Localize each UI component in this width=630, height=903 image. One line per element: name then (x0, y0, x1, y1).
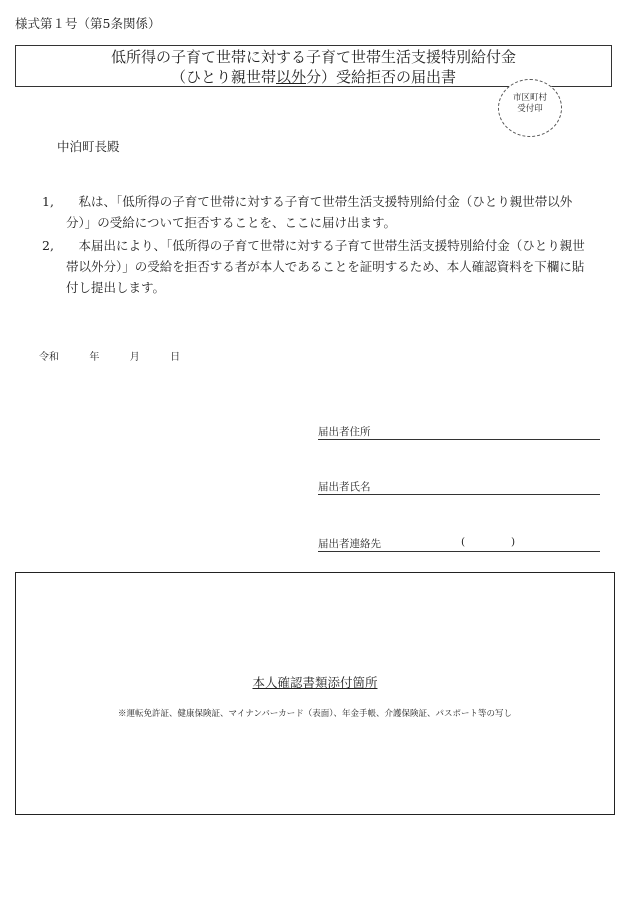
item-number: 2, (42, 238, 54, 253)
date-line[interactable] (39, 348, 180, 363)
title-line-2-pre: （ひとり親世帯 (170, 68, 276, 86)
name-label: 届出者氏名 (318, 481, 371, 493)
declaration-item-2 (42, 235, 602, 301)
date-era: 令和 (39, 352, 59, 363)
declaration-item-1 (42, 191, 602, 235)
addressee: 中泊町長殿 (57, 139, 120, 154)
date-year: 年 (89, 352, 100, 363)
applicant-name-field[interactable] (318, 479, 600, 495)
address-label: 届出者住所 (318, 426, 371, 438)
form-number: 様式第１号（第5条関係） (15, 16, 161, 31)
reception-stamp-area (498, 79, 562, 137)
date-month: 月 (129, 352, 140, 363)
stamp-line-1: 市区町村 (512, 93, 547, 103)
contact-label: 届出者連絡先 (318, 538, 381, 550)
paren-open: ( (461, 536, 466, 548)
attachment-title: 本人確認書類添付箇所 (252, 675, 378, 690)
id-document-attachment-box (15, 572, 615, 815)
applicant-contact-field[interactable] (318, 536, 600, 552)
title-line-1: 低所得の子育て世帯に対する子育て世帯生活支援特別給付金 (110, 48, 516, 66)
title-line-2-underlined: 以外 (275, 68, 306, 86)
paren-close: ) (511, 536, 516, 548)
applicant-address-field[interactable] (318, 424, 600, 440)
item-text: 本届出により、「低所得の子育て世帯に対する子育て世帯生活支援特別給付金（ひとり親世帯以外分）」の受給を拒否する者が本人であることを証明するため、本人確認資料を下欄に貼付し提出します。 (66, 238, 585, 295)
item-text: 私は、「低所得の子育て世帯に対する子育て世帯生活支援特別給付金（ひとり親世帯以外分）」の受給について拒否することを、ここに届け出ます。 (66, 194, 573, 230)
title-line-2-post: 分）受給拒否の届出書 (306, 68, 457, 86)
date-day: 日 (170, 352, 181, 363)
stamp-line-2: 受付印 (517, 104, 543, 114)
attachment-note: ※運転免許証、健康保険証、マイナンバーカード（表面）、年金手帳、介護保険証、パスポート等の写し (118, 709, 512, 719)
item-number: 1, (42, 194, 54, 209)
